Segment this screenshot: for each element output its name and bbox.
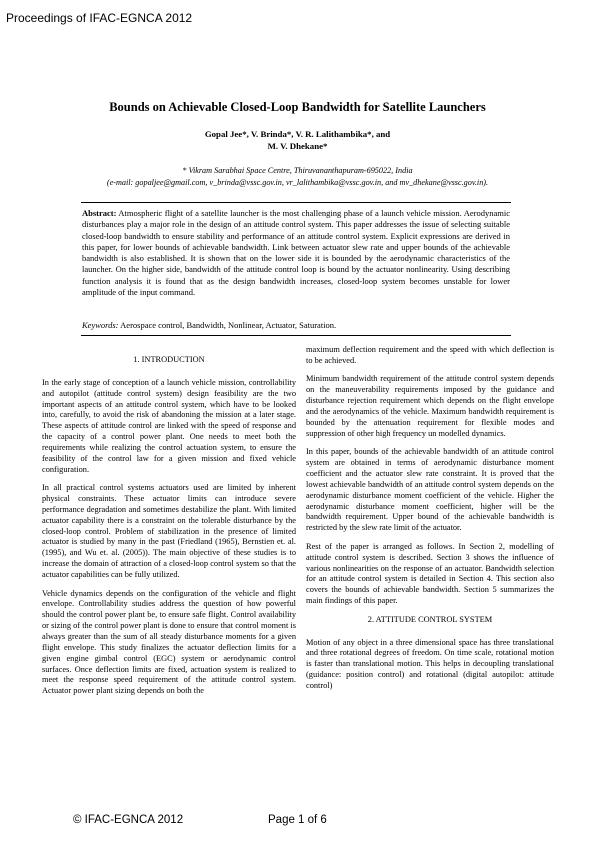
paragraph: Vehicle dynamics depends on the configuration of the vehicle and flight envelope. Controllability studies address the question of how powerful should the control power plant be, to ensure safe flight. Control availability or sizing of the control power plant is done to ensure that control moment is always greater than the sum of all steady disturbance moments for a given flight envelope. This study finalizes the actuator deflection limits for a given engine gimbal control (EGC) system or aerodynamic control surfaces. Once deflection limits are fixed, actuation system is realized to meet the response speed requirement of the attitude control system. Actuator power plant sizing depends on both the xyxy=(42,588,296,696)
paragraph: Motion of any object in a three dimensional space has three translational and three rotational degrees of freedom. On time scale, rotational motion is faster than translational motion. This helps in decoupling translational (guidance: position control) and rotational (digital autopilot: attitude control) xyxy=(306,637,554,690)
keywords-text: Aerospace control, Bandwidth, Nonlinear, Actuator, Saturation. xyxy=(118,320,337,330)
keywords-label: Keywords: xyxy=(82,320,119,330)
paragraph: In all practical control systems actuators used are limited by inherent physical constraints. These actuator limits can introduce severe performance degradation and sometimes destabilize the plant. With limited actuator capability there is a constraint on the tolerable disturbance by the closed-loop control. Problem of stabilization in the presence of limited actuator is studied by many in the past (Friedland (1965), Bernstien et. al. (1995), and Wu et. al. (2005)). The main objective of these studies is to increase the domain of attraction of a closed-loop control system so that the actuator capabilities can be fully utilized. xyxy=(42,483,296,579)
abstract-top-rule xyxy=(81,202,511,203)
paper-title: Bounds on Achievable Closed-Loop Bandwidth for Satellite Launchers xyxy=(109,100,486,114)
abstract-text: Atmospheric flight of a satellite launcher is the most challenging phase of a launch vehicle mission. Aerodynamic disturbances play a major role in the design of an attitude control system. This paper addresses the issue of selecting suitable closed-loop bandwidth to ensure stability and performance of an attitude control system. Explicit expressions are derived in this paper, for lower bounds of achievable bandwidth. Link between actuator slew rate and upper bounds of the achievable bandwidth is also established. It is shown that on the lower side it is bounded by the aerodynamic characteristics of the launcher. On the higher side, bandwidth of the attitude control loop is bound by the actuator nonlinearity. Using describing function analysis it is found that as the design bandwidth increases, closed-loop system becomes unstable for lower amplitude of the input command. xyxy=(82,208,510,298)
abstract-bottom-rule xyxy=(81,335,511,336)
paragraph: In the early stage of conception of a launch vehicle mission, controllability and autopilot (attitude control system) design feasibility are the two important aspects of an attitude control system, which have to be looked into, carefully, to avoid the risk of abandoning the mission at a later stage. These aspects of attitude control are linked with the speed of response and the capacity of a control power plant. One needs to meet both the requirements while realizing the control actuation system, to ensure the feasibility of the control law for a given mission and fixed vehicle configuration. xyxy=(42,377,296,474)
paragraph: In this paper, bounds of the achievable bandwidth of an attitude control system are obtained in terms of aerodynamic disturbance moment coefficient and the actuator slew rate constraint. It is proved that the lowest achievable bandwidth of an attitude control system depends on the aerodynamic disturbance moment coefficient of the vehicle. Higher the aerodynamic disturbance moment coefficient, higher will be the bandwidth requirement. Upper bound of the achievable bandwidth is restricted by the slew rate limit of the actuator. xyxy=(306,447,554,533)
paragraph: maximum deflection requirement and the speed with which deflection is to be achieved. xyxy=(306,345,554,365)
section-heading-attitude-control: 2. ATTITUDE CONTROL SYSTEM xyxy=(367,614,493,624)
keywords-block xyxy=(82,320,510,331)
abstract-label: Abstract: xyxy=(82,208,117,218)
author-line-2: M. V. Dhekane* xyxy=(267,141,328,151)
running-header: Proceedings of IFAC-EGNCA 2012 xyxy=(6,11,193,25)
footer-page-number: Page 1 of 6 xyxy=(268,814,327,826)
author-line-1: Gopal Jee*, V. Brinda*, V. R. Lalithambika*, and xyxy=(204,129,391,139)
paragraph: Minimum bandwidth requirement of the attitude control system depends on the maneuverability requirements imposed by the guidance and disturbance rejection requirement which depends on the flight envelope and the aerodynamics of the vehicle. Maximum bandwidth requirement is bounded by the attenuation requirement for flexible modes and suppression of other high frequency un modelled dynamics. xyxy=(306,374,554,438)
paragraph: Rest of the paper is arranged as follows. In Section 2, modelling of attitude control system is described. Section 3 shows the influence of various nonlinearities on the response of an actuator. Bandwidth selection for an attitude control system is detailed in Section 4. This section also covers the bounds of achievable bandwidth. Section 5 summarizes the main findings of this paper. xyxy=(306,541,554,606)
section-heading-introduction: 1. INTRODUCTION xyxy=(133,355,205,364)
affiliation-line-1: * Vikram Sarabhai Space Centre, Thiruvananthapuram-695022, India xyxy=(182,166,413,175)
footer-copyright: © IFAC-EGNCA 2012 xyxy=(73,814,184,826)
affiliation-emails: (e-mail: gopaljee@gmail.com, v_brinda@vssc.gov.in, vr_lalithambika@vssc.gov.in, and mv_dhekane@vssc.gov.in). xyxy=(106,178,489,187)
right-column xyxy=(306,345,554,700)
author-list xyxy=(0,128,595,152)
left-column xyxy=(42,355,296,705)
abstract-block xyxy=(82,208,510,298)
affiliation xyxy=(0,165,595,189)
